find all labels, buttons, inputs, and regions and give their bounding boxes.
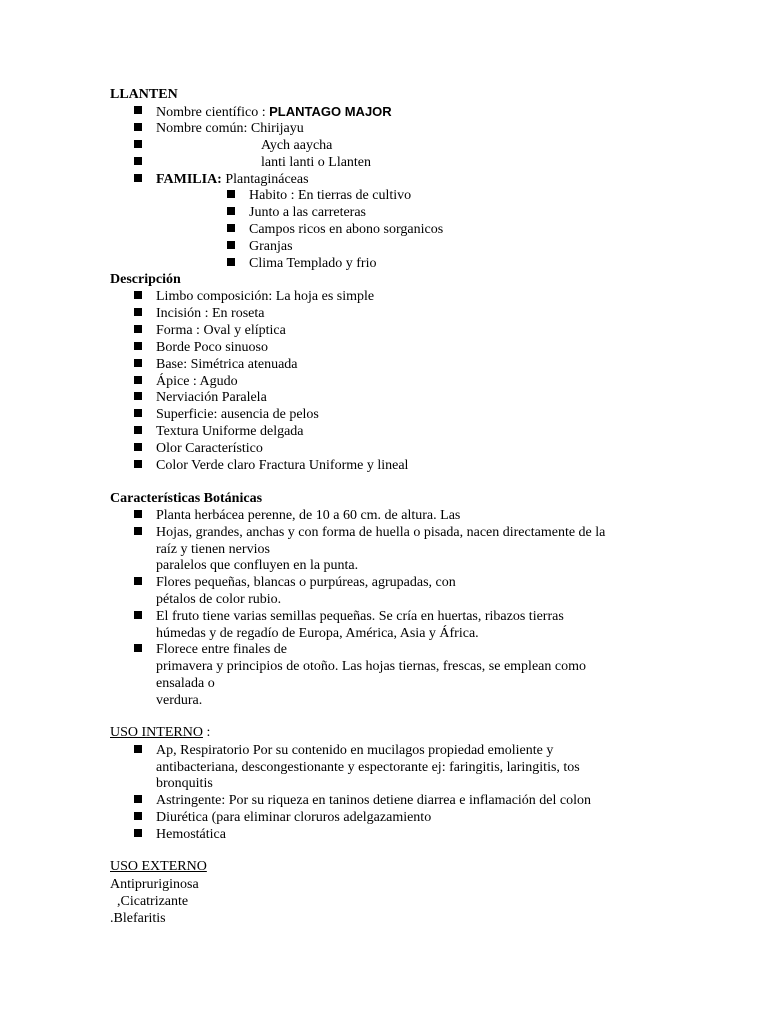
bullet-icon	[227, 190, 235, 198]
botanicas-line: Flores pequeñas, blancas o purpúreas, agrupadas, con	[156, 575, 456, 590]
uso-interno-colon: :	[202, 725, 211, 740]
habitat-item: Granjas	[249, 239, 293, 254]
bullet-icon	[134, 392, 142, 400]
uso-interno-title: USO INTERNO	[110, 725, 203, 740]
bullet-icon	[134, 291, 142, 299]
uso-externo-heading: USO EXTERNO	[110, 859, 207, 874]
bullet-icon	[227, 207, 235, 215]
botanicas-line: Hojas, grandes, anchas y con forma de huella o pisada, nacen directamente de la	[156, 525, 606, 540]
descripcion-item: Olor Característico	[156, 441, 263, 456]
common-name-3: lanti lanti o Llanten	[261, 155, 372, 170]
descripcion-item: Textura Uniforme delgada	[156, 424, 304, 439]
botanicas-line: verdura.	[156, 693, 203, 708]
bullet-icon	[134, 443, 142, 451]
bullet-icon	[134, 325, 142, 333]
bullet-icon	[134, 123, 142, 131]
bullet-icon	[134, 611, 142, 619]
bullet-icon	[134, 308, 142, 316]
uso-interno-heading	[110, 724, 210, 741]
uso-interno-line: Hemostática	[156, 827, 226, 842]
bullet-icon	[134, 359, 142, 367]
botanicas-line: Florece entre finales de	[156, 642, 287, 657]
bullet-icon	[134, 577, 142, 585]
bullet-icon	[134, 460, 142, 468]
descripcion-item: Nerviación Paralela	[156, 390, 267, 405]
uso-externo-line: ,Cicatrizante	[110, 894, 189, 909]
habitat-item: Campos ricos en abono sorganicos	[249, 222, 444, 237]
descripcion-item: Color Verde claro Fractura Uniforme y lineal	[156, 458, 409, 473]
descripcion-item: Forma : Oval y elíptica	[156, 323, 286, 338]
botanicas-line: húmedas y de regadío de Europa, América, Asia y África.	[156, 626, 479, 641]
bullet-icon	[134, 342, 142, 350]
habitat-item: Clima Templado y frio	[249, 256, 377, 271]
uso-interno-line: Diurética (para eliminar cloruros adelgazamiento	[156, 810, 432, 825]
bullet-icon	[134, 795, 142, 803]
family-label: FAMILIA:	[156, 172, 222, 187]
descripcion-item: Limbo composición: La hoja es simple	[156, 289, 375, 304]
bullet-icon	[134, 174, 142, 182]
botanicas-line: Planta herbácea perenne, de 10 a 60 cm. de altura. Las	[156, 508, 461, 523]
uso-interno-line: Ap, Respiratorio Por su contenido en mucilagos propiedad emoliente y	[156, 743, 554, 758]
scientific-name-line	[156, 103, 392, 121]
family-value: Plantagináceas	[221, 172, 309, 187]
bullet-icon	[134, 376, 142, 384]
descripcion-item: Superficie: ausencia de pelos	[156, 407, 319, 422]
bullet-icon	[134, 409, 142, 417]
bullet-icon	[134, 426, 142, 434]
descripcion-item: Ápice : Agudo	[156, 374, 238, 389]
family-line	[156, 171, 309, 188]
uso-interno-line: antibacteriana, descongestionante y espectorante ej: faringitis, laringitis, tos	[156, 760, 580, 775]
bullet-icon	[227, 241, 235, 249]
common-name-2: Aych aaycha	[261, 138, 333, 153]
bullet-icon	[134, 745, 142, 753]
uso-interno-line: bronquitis	[156, 776, 213, 791]
descripcion-item: Base: Simétrica atenuada	[156, 357, 298, 372]
descripcion-item: Borde Poco sinuoso	[156, 340, 268, 355]
bullet-icon	[134, 106, 142, 114]
bullet-icon	[134, 812, 142, 820]
common-name-line: Nombre común: Chirijayu	[156, 121, 304, 136]
botanicas-heading: Características Botánicas	[110, 491, 263, 506]
uso-externo-line: Antipruriginosa	[110, 877, 199, 892]
botanicas-line: pétalos de color rubio.	[156, 592, 282, 607]
habitat-item: Habito : En tierras de cultivo	[249, 188, 412, 203]
descripcion-item: Incisión : En roseta	[156, 306, 265, 321]
document-title: LLANTEN	[110, 87, 178, 102]
habitat-item: Junto a las carreteras	[249, 205, 366, 220]
scientific-name-value: PLANTAGO MAJOR	[269, 104, 392, 119]
bullet-icon	[227, 258, 235, 266]
bullet-icon	[227, 224, 235, 232]
descripcion-heading: Descripción	[110, 272, 181, 287]
uso-interno-line: Astringente: Por su riqueza en taninos detiene diarrea e inflamación del colon	[156, 793, 592, 808]
botanicas-line: primavera y principios de otoño. Las hojas tiernas, frescas, se emplean como	[156, 659, 586, 674]
bullet-icon	[134, 157, 142, 165]
scientific-name-label: Nombre científico :	[156, 105, 270, 120]
bullet-icon	[134, 527, 142, 535]
botanicas-line: ensalada o	[156, 676, 215, 691]
uso-externo-line: .Blefaritis	[110, 911, 166, 926]
bullet-icon	[134, 644, 142, 652]
botanicas-line: paralelos que confluyen en la punta.	[156, 558, 359, 573]
bullet-icon	[134, 140, 142, 148]
botanicas-line: raíz y tienen nervios	[156, 542, 270, 557]
bullet-icon	[134, 829, 142, 837]
botanicas-line: El fruto tiene varias semillas pequeñas. Se cría en huertas, ribazos tierras	[156, 609, 564, 624]
bullet-icon	[134, 510, 142, 518]
